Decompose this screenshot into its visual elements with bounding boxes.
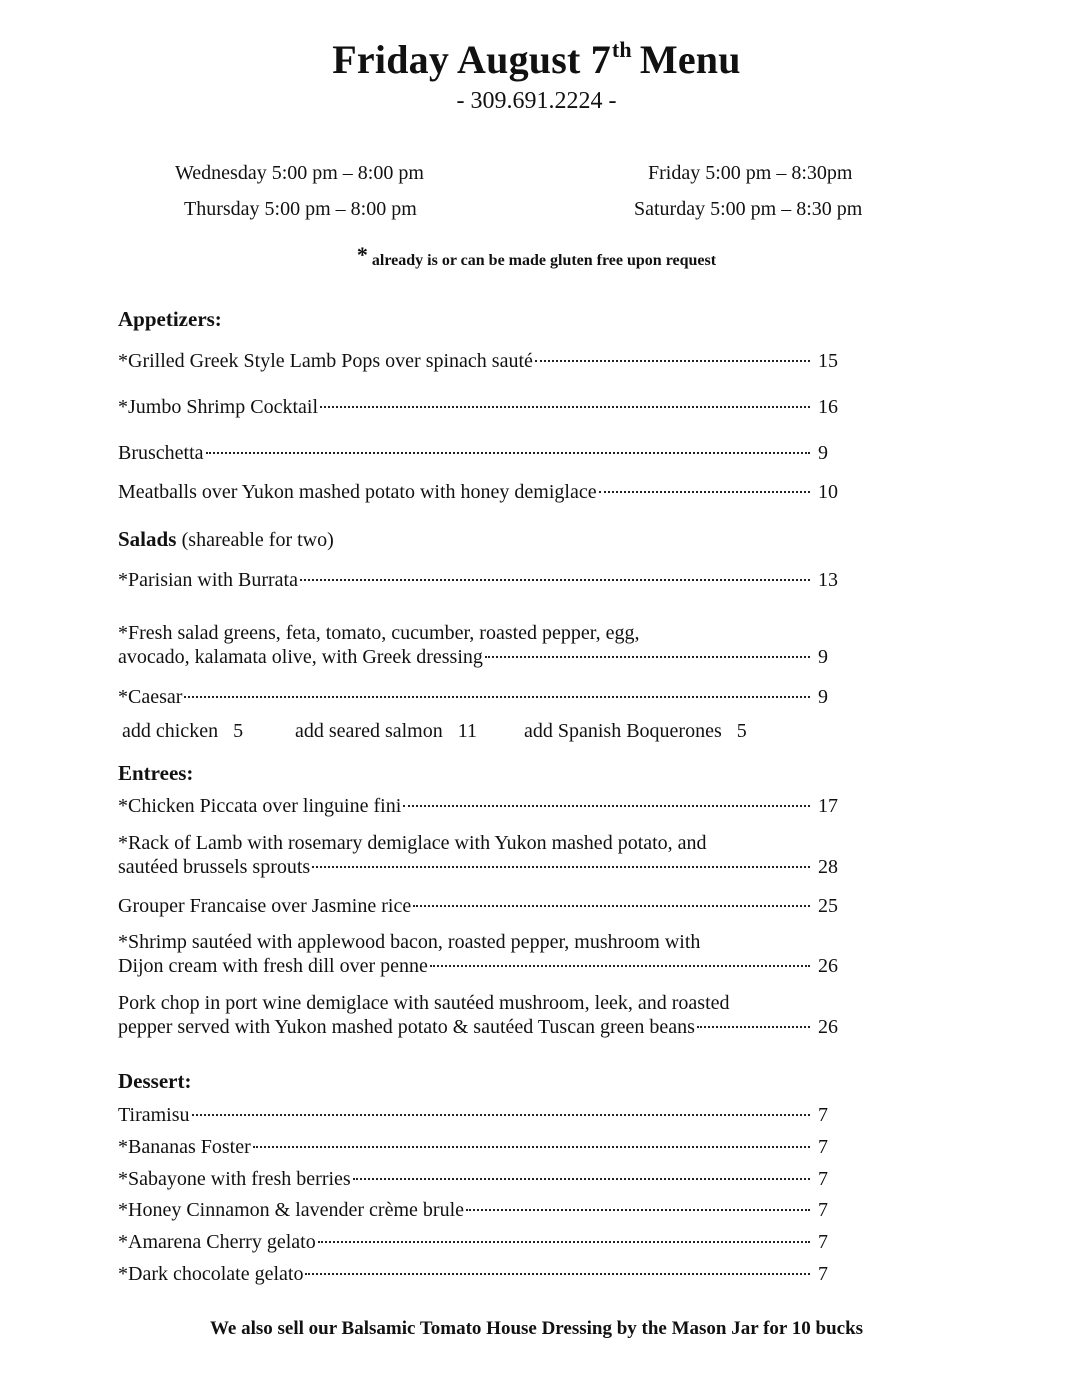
item-name: *Bananas Foster xyxy=(118,1136,251,1158)
item-price: 28 xyxy=(818,856,838,878)
addon-label: add seared salmon xyxy=(295,720,443,742)
hours-wednesday: Wednesday 5:00 pm – 8:00 pm xyxy=(175,162,424,184)
item-description: *Rack of Lamb with rosemary demiglace with Yukon mashed potato, and xyxy=(118,832,707,854)
salad-addons xyxy=(122,720,747,743)
item-name: *Parisian with Burrata xyxy=(118,569,298,591)
item-name: *Honey Cinnamon & lavender crème brule xyxy=(118,1199,464,1221)
dot-leader xyxy=(353,1178,810,1180)
item-description: *Shrimp sautéed with applewood bacon, roasted pepper, mushroom with xyxy=(118,931,701,953)
item-name: pepper served with Yukon mashed potato & sautéed Tuscan green beans xyxy=(118,1016,695,1038)
item-price: 10 xyxy=(818,481,838,503)
menu-item xyxy=(118,1230,838,1254)
section-title-salads xyxy=(118,527,334,552)
dot-leader xyxy=(485,656,810,658)
item-price: 26 xyxy=(818,955,838,977)
section-title-dessert: Dessert: xyxy=(118,1069,192,1093)
item-name: Meatballs over Yukon mashed potato with honey demiglace xyxy=(118,481,597,503)
section-title-appetizers: Appetizers: xyxy=(118,307,222,331)
menu-item xyxy=(118,441,838,465)
addon-chicken xyxy=(122,720,290,743)
title-superscript: th xyxy=(611,37,632,62)
item-price: 9 xyxy=(818,442,828,464)
menu-item xyxy=(118,930,838,978)
item-price: 7 xyxy=(818,1263,828,1285)
item-name: *Chicken Piccata over linguine fini xyxy=(118,795,402,817)
dot-leader xyxy=(466,1209,810,1211)
item-price: 7 xyxy=(818,1168,828,1190)
item-name: Dijon cream with fresh dill over penne xyxy=(118,955,428,977)
menu-item xyxy=(118,621,838,669)
dot-leader xyxy=(253,1146,810,1148)
menu-item xyxy=(118,831,838,879)
item-price: 16 xyxy=(818,396,838,418)
page-title xyxy=(0,36,1073,83)
addon-price: 5 xyxy=(233,720,244,742)
menu-item xyxy=(118,480,838,504)
item-name: *Amarena Cherry gelato xyxy=(118,1231,316,1253)
dot-leader xyxy=(430,965,810,967)
item-name: Tiramisu xyxy=(118,1104,190,1126)
item-name: sautéed brussels sprouts xyxy=(118,856,311,878)
title-suffix: Menu xyxy=(639,37,741,82)
addon-price: 5 xyxy=(736,720,747,742)
item-price: 7 xyxy=(818,1199,828,1221)
menu-item xyxy=(118,568,838,592)
dot-leader xyxy=(697,1026,810,1028)
menu-item xyxy=(118,1198,838,1222)
hours-friday: Friday 5:00 pm – 8:30pm xyxy=(648,162,853,184)
dot-leader xyxy=(599,491,810,493)
item-name: *Dark chocolate gelato xyxy=(118,1263,304,1285)
gluten-free-note xyxy=(0,242,1073,270)
item-price: 15 xyxy=(818,350,838,372)
gluten-free-star: * xyxy=(356,242,368,267)
addon-label: add Spanish Boquerones xyxy=(524,720,722,742)
item-description: Pork chop in port wine demiglace with sautéed mushroom, leek, and roasted xyxy=(118,992,730,1014)
item-price: 13 xyxy=(818,569,838,591)
section-title-entrees: Entrees: xyxy=(118,761,194,785)
salads-title: Salads xyxy=(118,527,177,551)
item-name: *Grilled Greek Style Lamb Pops over spinach sauté xyxy=(118,350,533,372)
dot-leader xyxy=(535,360,810,362)
item-price: 9 xyxy=(818,646,828,668)
item-name: *Sabayone with fresh berries xyxy=(118,1168,351,1190)
item-name: *Jumbo Shrimp Cocktail xyxy=(118,396,318,418)
dot-leader xyxy=(403,805,810,807)
menu-item xyxy=(118,794,838,818)
menu-item xyxy=(118,395,838,419)
menu-item xyxy=(118,894,838,918)
menu-item xyxy=(118,1262,838,1286)
salads-subtitle: (shareable for two) xyxy=(181,529,334,551)
addon-boquerones xyxy=(524,720,747,743)
item-price: 7 xyxy=(818,1231,828,1253)
dot-leader xyxy=(318,1241,810,1243)
menu-item xyxy=(118,1135,838,1159)
dot-leader xyxy=(206,452,810,454)
dot-leader xyxy=(192,1114,810,1116)
hours-thursday: Thursday 5:00 pm – 8:00 pm xyxy=(184,198,417,220)
dot-leader xyxy=(300,579,810,581)
dot-leader xyxy=(413,905,810,907)
addon-price: 11 xyxy=(457,720,477,742)
menu-item xyxy=(118,1103,838,1127)
menu-item xyxy=(118,991,838,1039)
item-price: 26 xyxy=(818,1016,838,1038)
menu-item xyxy=(118,1167,838,1191)
item-price: 7 xyxy=(818,1136,828,1158)
menu-item xyxy=(118,349,838,373)
addon-salmon xyxy=(295,720,519,743)
dot-leader xyxy=(320,406,810,408)
item-name: avocado, kalamata olive, with Greek dressing xyxy=(118,646,483,668)
addon-label: add chicken xyxy=(122,720,219,742)
item-price: 7 xyxy=(818,1104,828,1126)
hours-saturday: Saturday 5:00 pm – 8:30 pm xyxy=(634,198,863,220)
title-prefix: Friday August 7 xyxy=(332,37,611,82)
item-price: 9 xyxy=(818,686,828,708)
item-description: *Fresh salad greens, feta, tomato, cucumber, roasted pepper, egg, xyxy=(118,622,640,644)
gluten-free-text: already is or can be made gluten free upon request xyxy=(371,252,717,269)
dot-leader xyxy=(184,696,810,698)
item-name: *Caesar xyxy=(118,686,183,708)
item-name: Bruschetta xyxy=(118,442,204,464)
dot-leader xyxy=(305,1273,810,1275)
dot-leader xyxy=(312,866,810,868)
footer-note: We also sell our Balsamic Tomato House Dressing by the Mason Jar for 10 bucks xyxy=(209,1318,864,1339)
phone-number: - 309.691.2224 - xyxy=(456,88,617,114)
item-price: 25 xyxy=(818,895,838,917)
item-name: Grouper Francaise over Jasmine rice xyxy=(118,895,412,917)
item-price: 17 xyxy=(818,795,838,817)
menu-item xyxy=(118,685,838,709)
